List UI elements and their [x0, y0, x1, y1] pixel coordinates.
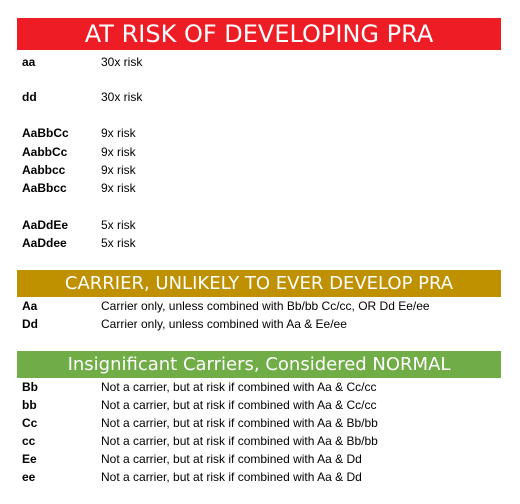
normal-description: Not a carrier, but at risk if combined with Aa & Cc/cc — [101, 398, 377, 412]
genotype-label: bb — [22, 398, 37, 412]
risk-description: 30x risk — [101, 90, 143, 104]
risk-description: 9x risk — [101, 163, 136, 177]
risk-description: 9x risk — [101, 145, 136, 159]
genotype-label: Cc — [22, 416, 38, 430]
normal-banner: Insignificant Carriers, Considered NORMAL — [17, 351, 501, 378]
normal-description: Not a carrier, but at risk if combined with Aa & Cc/cc — [101, 380, 377, 394]
genotype-label: Ee — [22, 452, 37, 466]
risk-description: 5x risk — [101, 218, 136, 232]
genotype-label: cc — [22, 434, 36, 448]
risk-description: 30x risk — [101, 55, 143, 69]
genotype-label: AaBbCc — [22, 126, 69, 140]
at-risk-banner: AT RISK OF DEVELOPING PRA — [17, 18, 501, 50]
genotype-label: dd — [22, 90, 37, 104]
normal-description: Not a carrier, but at risk if combined with Aa & Dd — [101, 452, 362, 466]
genotype-label: AabbCc — [22, 145, 68, 159]
risk-description: 9x risk — [101, 126, 136, 140]
genotype-label: aa — [22, 55, 36, 69]
genotype-label: Bb — [22, 380, 38, 394]
risk-description: 9x risk — [101, 181, 136, 195]
normal-description: Not a carrier, but at risk if combined with Aa & Bb/bb — [101, 416, 378, 430]
genotype-label: AaBbcc — [22, 181, 67, 195]
genotype-label: Dd — [22, 317, 38, 331]
normal-description: Not a carrier, but at risk if combined with Aa & Dd — [101, 470, 362, 484]
carrier-banner: CARRIER, UNLIKELY TO EVER DEVELOP PRA — [17, 270, 501, 297]
genotype-label: Aa — [22, 299, 38, 313]
genotype-label: AaDdee — [22, 236, 67, 250]
risk-description: 5x risk — [101, 236, 136, 250]
carrier-description: Carrier only, unless combined with Bb/bb Cc/cc, OR Dd Ee/ee — [101, 299, 430, 313]
normal-description: Not a carrier, but at risk if combined with Aa & Bb/bb — [101, 434, 378, 448]
carrier-description: Carrier only, unless combined with Aa & Ee/ee — [101, 317, 347, 331]
genotype-label: AaDdEe — [22, 218, 69, 232]
genotype-label: Aabbcc — [22, 163, 66, 177]
genotype-label: ee — [22, 470, 36, 484]
